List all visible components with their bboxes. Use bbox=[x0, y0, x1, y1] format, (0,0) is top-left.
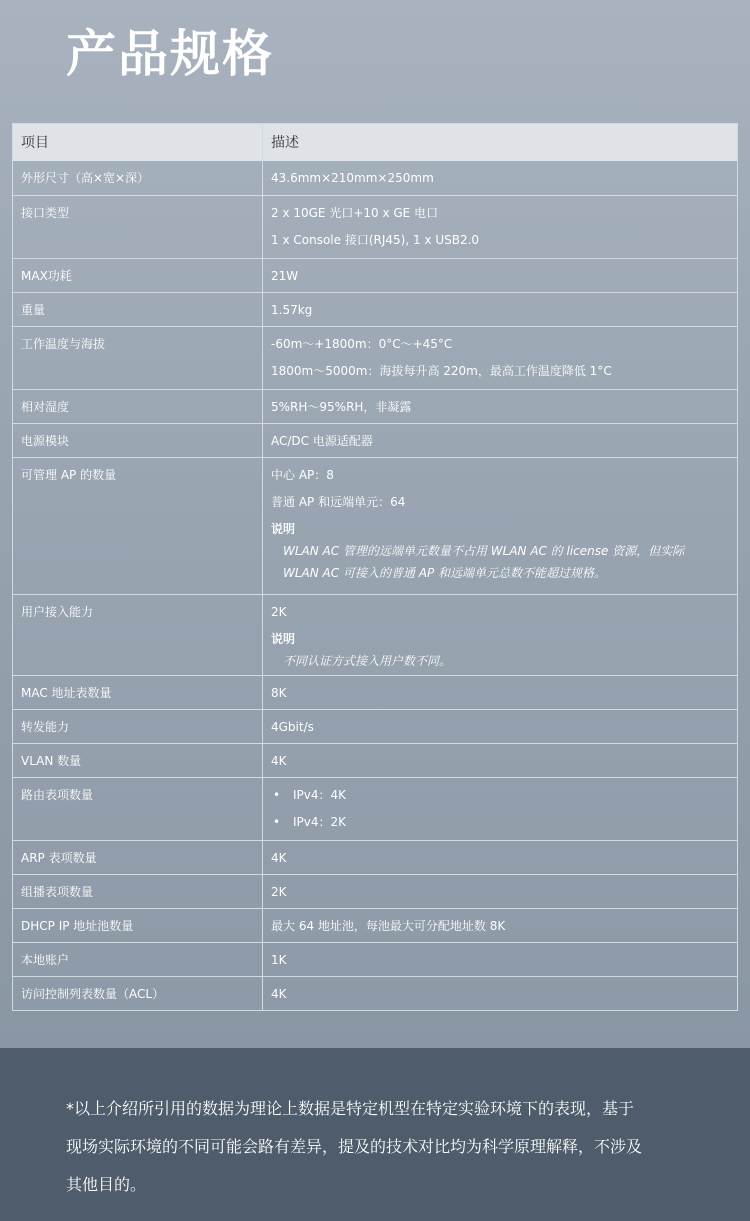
row-desc bbox=[263, 424, 737, 457]
desc-line: AC/DC 电源适配器 bbox=[271, 434, 373, 448]
row-name: 路由表项数量 bbox=[13, 778, 263, 840]
row-name: MAX功耗 bbox=[13, 259, 263, 292]
desc-line: 4K bbox=[271, 754, 287, 768]
row-desc bbox=[263, 875, 737, 908]
desc-line: 普通 AP 和远端单元：64 bbox=[271, 495, 406, 509]
table-row bbox=[13, 292, 737, 326]
desc-line: 1K bbox=[271, 953, 287, 967]
row-desc bbox=[263, 744, 737, 777]
bullet-item: • IPv4：2K bbox=[271, 814, 729, 841]
row-name: MAC 地址表数量 bbox=[13, 676, 263, 709]
table-row bbox=[13, 326, 737, 389]
note-text: 不同认证方式接入用户数不同。 bbox=[283, 654, 452, 668]
table-row bbox=[13, 908, 737, 942]
row-desc bbox=[263, 196, 737, 258]
note-text: WLAN AC 可接入的普通 AP 和远端单元总数不能超过规格。 bbox=[283, 566, 607, 580]
footer-text bbox=[66, 1090, 706, 1204]
table-row bbox=[13, 389, 737, 423]
table-row bbox=[13, 161, 737, 195]
table-row bbox=[13, 258, 737, 292]
desc-line: 最大 64 地址池，每池最大可分配地址数 8K bbox=[271, 919, 506, 933]
row-name: 接口类型 bbox=[13, 196, 263, 258]
desc-line: -60m～+1800m：0°C～+45°C bbox=[271, 337, 453, 351]
row-name: 可管理 AP 的数量 bbox=[13, 458, 263, 594]
row-name: DHCP IP 地址池数量 bbox=[13, 909, 263, 942]
table-row bbox=[13, 675, 737, 709]
table-row bbox=[13, 709, 737, 743]
footer-line: *以上介绍所引用的数据为理论上数据是特定机型在特定实验环境下的表现，基于 bbox=[66, 1099, 635, 1118]
row-desc bbox=[263, 943, 737, 976]
header-desc: 描述 bbox=[271, 135, 299, 151]
note-label: 说明 bbox=[271, 632, 296, 646]
desc-line: 2 x 10GE 光口+10 x GE 电口 bbox=[271, 206, 439, 220]
note-text: WLAN AC 管理的远端单元数量不占用 WLAN AC 的 license 资源，但实际 bbox=[283, 544, 685, 558]
footer-disclaimer bbox=[0, 1048, 750, 1221]
desc-line: 4Gbit/s bbox=[271, 720, 314, 734]
row-desc bbox=[263, 259, 737, 292]
row-name: 本地账户 bbox=[13, 943, 263, 976]
table-row bbox=[13, 942, 737, 976]
table-row bbox=[13, 874, 737, 908]
table-row bbox=[13, 840, 737, 874]
desc-line: 8K bbox=[271, 686, 287, 700]
row-desc bbox=[263, 161, 737, 195]
desc-line: 2K bbox=[271, 605, 287, 619]
row-desc bbox=[263, 293, 737, 326]
row-name: 相对湿度 bbox=[13, 390, 263, 423]
row-name: VLAN 数量 bbox=[13, 744, 263, 777]
row-desc bbox=[263, 676, 737, 709]
table-row bbox=[13, 777, 737, 840]
bullet-item: • IPv4：4K bbox=[271, 787, 729, 814]
row-desc bbox=[263, 327, 737, 389]
desc-line: 4K bbox=[271, 987, 287, 1001]
table-row bbox=[13, 976, 737, 1010]
row-name: 外形尺寸（高×宽×深） bbox=[13, 161, 263, 195]
row-desc bbox=[263, 390, 737, 423]
row-name: 访问控制列表数量（ACL） bbox=[13, 977, 263, 1010]
row-desc bbox=[263, 778, 737, 840]
header-name: 项目 bbox=[13, 124, 263, 161]
spec-table bbox=[12, 123, 738, 1011]
table-row bbox=[13, 195, 737, 258]
note-label: 说明 bbox=[271, 522, 296, 536]
row-desc bbox=[263, 710, 737, 743]
desc-line: 21W bbox=[271, 269, 299, 283]
row-desc bbox=[263, 458, 737, 594]
desc-line: 中心 AP：8 bbox=[271, 468, 334, 482]
desc-line: 2K bbox=[271, 885, 287, 899]
row-desc bbox=[263, 595, 737, 675]
row-name: 用户接入能力 bbox=[13, 595, 263, 675]
row-name: 重量 bbox=[13, 293, 263, 326]
row-name: ARP 表项数量 bbox=[13, 841, 263, 874]
table-row bbox=[13, 457, 737, 594]
desc-line: 4K bbox=[271, 851, 287, 865]
desc-line: 1.57kg bbox=[271, 303, 313, 317]
table-header bbox=[13, 124, 737, 161]
desc-line: 43.6mm×210mm×250mm bbox=[271, 171, 434, 185]
row-desc bbox=[263, 841, 737, 874]
footer-line: 其他目的。 bbox=[66, 1175, 147, 1194]
table-row bbox=[13, 743, 737, 777]
row-name: 电源模块 bbox=[13, 424, 263, 457]
desc-line: 1800m～5000m：海拔每升高 220m，最高工作温度降低 1°C bbox=[271, 364, 612, 378]
row-name: 转发能力 bbox=[13, 710, 263, 743]
table-row bbox=[13, 594, 737, 675]
row-desc bbox=[263, 909, 737, 942]
table-row bbox=[13, 423, 737, 457]
desc-line: 1 x Console 接口(RJ45), 1 x USB2.0 bbox=[271, 233, 480, 247]
row-name: 工作温度与海拔 bbox=[13, 327, 263, 389]
row-name: 组播表项数量 bbox=[13, 875, 263, 908]
row-desc bbox=[263, 977, 737, 1010]
footer-line: 现场实际环境的不同可能会路有差异，提及的技术对比均为科学原理解释，不涉及 bbox=[66, 1137, 643, 1156]
page-title: 产品规格 bbox=[66, 25, 274, 83]
desc-line: 5%RH～95%RH，非凝露 bbox=[271, 400, 412, 414]
